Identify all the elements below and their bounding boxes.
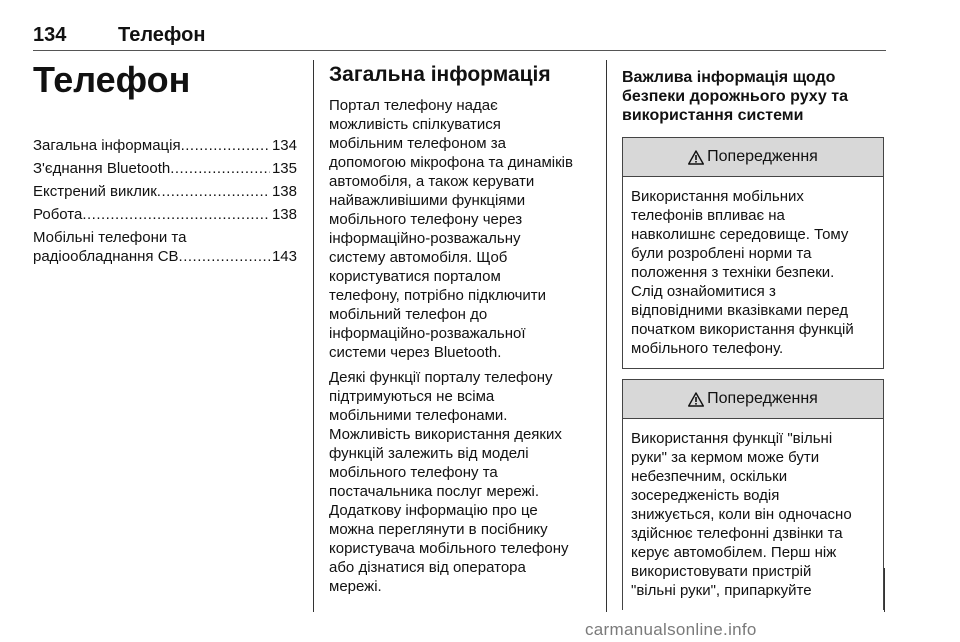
- warning-header: [623, 380, 883, 419]
- text-line: користувача мобільного телефону: [329, 540, 569, 557]
- paragraph: [329, 368, 597, 596]
- text-line: початком використання функцій: [631, 321, 854, 338]
- toc-label: Екстрений виклик: [33, 183, 157, 200]
- text-line: можливість спілкуватися: [329, 116, 501, 133]
- text-line: здійснює телефонні дзвінки та: [631, 525, 843, 542]
- page-number: 134: [33, 24, 67, 46]
- text-line: автомобіля, а також керувати: [329, 173, 535, 190]
- page-header: [33, 22, 886, 51]
- warning-text: [623, 419, 883, 610]
- toc-item[interactable]: [33, 159, 297, 178]
- toc-page: 143: [271, 248, 297, 265]
- toc-label: Робота: [33, 206, 83, 223]
- text-line: Використання мобільних: [631, 188, 804, 205]
- warning-title: Попередження: [707, 390, 818, 407]
- warning-title: Попередження: [707, 148, 818, 165]
- toc-item[interactable]: [33, 182, 297, 201]
- text-line: Портал телефону надає: [329, 97, 498, 114]
- text-line: систему автомобіля. Щоб: [329, 249, 508, 266]
- paragraph: [329, 96, 597, 362]
- text-line: мобільним телефоном за: [329, 135, 506, 152]
- heading-line: безпеки дорожнього руху та: [622, 88, 848, 105]
- text-line: системи через Bluetooth.: [329, 344, 502, 361]
- text-line: знижується, коли він одночасно: [631, 506, 852, 523]
- text-line: були розроблені норми та: [631, 245, 812, 262]
- text-line: постачальника послуг мережі.: [329, 483, 540, 500]
- header-section-title: Телефон: [118, 24, 206, 46]
- column-divider: [884, 568, 885, 612]
- text-line: або дізнатися від оператора: [329, 559, 526, 576]
- toc-page: 134: [271, 137, 297, 154]
- toc-page: 138: [271, 206, 297, 223]
- toc-page: 135: [271, 160, 297, 177]
- heading-line: використання системи: [622, 107, 804, 124]
- text-line: використовувати пристрій: [631, 563, 812, 580]
- text-line: Використання функції "вільні: [631, 430, 833, 447]
- toc-label: Загальна інформація: [33, 137, 181, 154]
- toc-item[interactable]: [33, 205, 297, 224]
- toc-label-line1: Мобільні телефони та: [33, 229, 187, 246]
- toc-label: З'єднання Bluetooth: [33, 160, 171, 177]
- text-line: інформаційно-розважальну: [329, 230, 521, 247]
- text-line: положення з техніки безпеки.: [631, 264, 835, 281]
- toc-column: [33, 58, 297, 270]
- text-line: мобільного телефону та: [329, 464, 498, 481]
- table-of-contents: [33, 136, 297, 266]
- text-line: відповідними вказівками перед: [631, 302, 848, 319]
- text-line: найважливішими функціями: [329, 192, 526, 209]
- text-line: Деякі функції порталу телефону: [329, 369, 553, 386]
- toc-item[interactable]: [33, 136, 297, 155]
- text-line: руки" за кермом може бути: [631, 449, 820, 466]
- safety-column: [622, 68, 884, 620]
- text-line: навколишнє середовище. Тому: [631, 226, 849, 243]
- text-line: Можливість використання деяких: [329, 426, 562, 443]
- text-line: мобільний телефон до: [329, 306, 488, 323]
- text-line: зосередженість водія: [631, 487, 780, 504]
- text-line: мережі.: [329, 578, 382, 595]
- text-line: небезпечним, оскільки: [631, 468, 788, 485]
- section-heading: [622, 68, 884, 125]
- general-info-column: [329, 62, 597, 602]
- warning-header: [623, 138, 883, 177]
- text-line: керує автомобілем. Перш ніж: [631, 544, 837, 561]
- text-line: телефону, потрібно підключити: [329, 287, 547, 304]
- section-heading: Загальна інформація: [329, 63, 551, 86]
- heading-line: Важлива інформація щодо: [622, 69, 836, 86]
- text-line: допомогою мікрофона та динаміків: [329, 154, 573, 171]
- text-line: "вільні руки", припаркуйте: [631, 582, 812, 599]
- chapter-title: Телефон: [33, 59, 191, 100]
- watermark: carmanualsonline.info: [585, 620, 757, 639]
- warning-box: [622, 379, 884, 610]
- text-line: можна переглянути в посібнику: [329, 521, 548, 538]
- warning-triangle-icon: [688, 150, 704, 165]
- toc-label: радіообладнання CB: [33, 248, 179, 265]
- text-line: інформаційно-розважальної: [329, 325, 526, 342]
- warning-triangle-icon: [688, 392, 704, 407]
- column-divider: [313, 60, 314, 612]
- text-line: підтримуються не всіма: [329, 388, 495, 405]
- warning-text: [623, 177, 883, 368]
- text-line: функцій залежить від моделі: [329, 445, 529, 462]
- text-line: мобільними телефонами.: [329, 407, 508, 424]
- toc-page: 138: [271, 183, 297, 200]
- column-divider: [606, 60, 607, 612]
- text-line: користуватися порталом: [329, 268, 501, 285]
- text-line: Слід ознайомитися з: [631, 283, 776, 300]
- text-line: Додаткову інформацію про це: [329, 502, 538, 519]
- text-line: мобільного телефону.: [631, 340, 784, 357]
- toc-item[interactable]: [33, 228, 297, 266]
- text-line: телефонів впливає на: [631, 207, 785, 224]
- text-line: мобільного телефону через: [329, 211, 523, 228]
- warning-box: [622, 137, 884, 369]
